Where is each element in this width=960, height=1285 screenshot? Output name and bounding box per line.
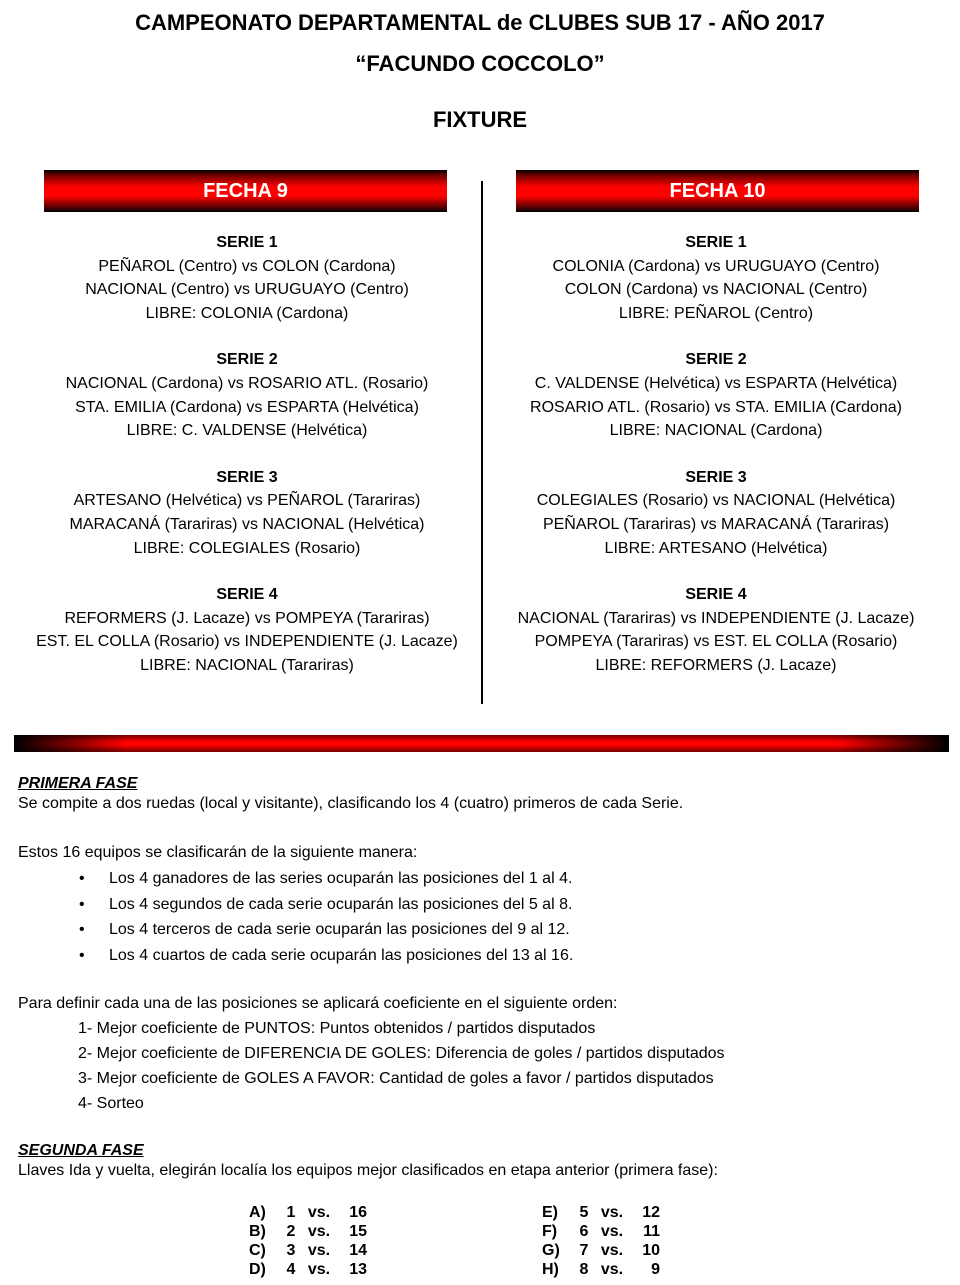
libre-line: LIBRE: ARTESANO (Helvética) <box>604 539 828 557</box>
serie-block <box>12 466 482 560</box>
clasificacion-list <box>75 866 573 968</box>
match-line: COLEGIALES (Rosario) vs NACIONAL (Helvética) <box>536 492 896 510</box>
list-item: • Los 4 cuartos de cada serie ocuparán las posiciones del 13 al 16. <box>75 943 573 969</box>
serie-block <box>12 348 482 442</box>
llave-row: G) 7 vs. 10 <box>542 1242 660 1259</box>
serie-title: SERIE 4 <box>216 586 278 604</box>
match-line: COLON (Cardona) vs NACIONAL (Centro) <box>564 281 868 299</box>
llave-row: E) 5 vs. 12 <box>542 1204 660 1221</box>
coeficiente-list <box>78 1016 725 1116</box>
serie-title: SERIE 2 <box>216 351 278 369</box>
list-item: • Los 4 ganadores de las series ocuparán las posiciones del 1 al 4. <box>75 866 573 892</box>
bullet-icon: • <box>79 870 85 887</box>
serie-block <box>12 231 482 325</box>
libre-line: LIBRE: COLEGIALES (Rosario) <box>133 539 361 557</box>
fecha-10-column <box>481 231 951 701</box>
match-line: PEÑAROL (Centro) vs COLON (Cardona) <box>98 257 396 275</box>
serie-block <box>481 466 951 560</box>
serie-title: SERIE 1 <box>216 234 278 251</box>
serie-block <box>481 583 951 677</box>
llave-row: F) 6 vs. 11 <box>542 1223 660 1240</box>
list-item: 3- Mejor coeficiente de GOLES A FAVOR: Cantidad de goles a favor / partidos disputados <box>78 1070 714 1087</box>
bullet-icon: • <box>79 946 85 964</box>
llaves-right <box>542 1203 660 1279</box>
match-line: C. VALDENSE (Helvética) vs ESPARTA (Helvética) <box>534 374 898 392</box>
match-line: STA. EMILIA (Cardona) vs ESPARTA (Helvética) <box>75 398 419 416</box>
segunda-fase-desc: Llaves Ida y vuelta, elegirán localía los equipos mejor clasificados en etapa anterior (primera fase): <box>18 1162 718 1179</box>
serie-title: SERIE 3 <box>685 468 747 486</box>
list-item: • Los 4 terceros de cada serie ocuparán las posiciones del 9 al 12. <box>75 917 573 943</box>
llave-row: B) 2 vs. 15 <box>249 1223 367 1240</box>
serie-block <box>481 231 951 325</box>
match-line: EST. EL COLLA (Rosario) vs INDEPENDIENTE (J. Lacaze) <box>36 633 458 651</box>
document-title: CAMPEONATO DEPARTAMENTAL de CLUBES SUB 17 - AÑO 2017 <box>135 10 825 35</box>
match-line: MARACANÁ (Tarariras) vs NACIONAL (Helvética) <box>69 515 425 533</box>
match-line: COLONIA (Cardona) vs URUGUAYO (Centro) <box>552 257 880 275</box>
tournament-name: “FACUNDO COCCOLO” <box>355 51 605 76</box>
section-divider-bar <box>14 735 949 752</box>
serie-block <box>12 583 482 677</box>
match-line: REFORMERS (J. Lacaze) vs POMPEYA (Tarariras) <box>64 609 430 627</box>
match-line: NACIONAL (Cardona) vs ROSARIO ATL. (Rosario) <box>65 374 429 392</box>
primera-fase-title: PRIMERA FASE <box>18 775 138 792</box>
libre-line: LIBRE: PEÑAROL (Centro) <box>618 304 814 322</box>
fecha-9-column <box>12 231 482 701</box>
llave-row: C) 3 vs. 14 <box>249 1242 367 1259</box>
llaves-left <box>249 1203 367 1279</box>
fixture-heading: FIXTURE <box>432 107 528 132</box>
match-line: ROSARIO ATL. (Rosario) vs STA. EMILIA (Cardona) <box>530 398 902 416</box>
primera-fase-desc: Se compite a dos ruedas (local y visitante), clasificando los 4 (cuatro) primeros de cada Serie. <box>18 795 684 812</box>
serie-title: SERIE 1 <box>685 234 747 251</box>
bullet-icon: • <box>79 921 85 939</box>
libre-line: LIBRE: NACIONAL (Tarariras) <box>140 656 354 674</box>
clasificacion-intro: Estos 16 equipos se clasificarán de la siguiente manera: <box>18 844 418 861</box>
match-line: POMPEYA (Tarariras) vs EST. EL COLLA (Rosario) <box>534 633 898 651</box>
llave-row: A) 1 vs. 16 <box>249 1204 367 1221</box>
list-item: 4- Sorteo <box>78 1095 144 1112</box>
libre-line: LIBRE: REFORMERS (J. Lacaze) <box>595 656 837 674</box>
serie-title: SERIE 4 <box>685 586 747 604</box>
list-item: 1- Mejor coeficiente de PUNTOS: Puntos obtenidos / partidos disputados <box>78 1020 596 1037</box>
libre-line: LIBRE: COLONIA (Cardona) <box>145 304 349 322</box>
coeficiente-intro: Para definir cada una de las posiciones se aplicará coeficiente en el siguiente orden: <box>18 995 618 1012</box>
segunda-fase-title: SEGUNDA FASE <box>18 1142 144 1159</box>
match-line: PEÑAROL (Tarariras) vs MARACANÁ (Tarariras) <box>542 515 890 533</box>
llave-row: D) 4 vs. 13 <box>249 1261 367 1278</box>
serie-title: SERIE 2 <box>685 351 747 369</box>
list-item: 2- Mejor coeficiente de DIFERENCIA DE GOLES: Diferencia de goles / partidos disputados <box>78 1045 725 1062</box>
libre-line: LIBRE: C. VALDENSE (Helvética) <box>126 422 368 440</box>
libre-line: LIBRE: NACIONAL (Cardona) <box>609 422 823 440</box>
fecha-9-header: FECHA 9 <box>44 170 447 212</box>
list-item: • Los 4 segundos de cada serie ocuparán las posiciones del 5 al 8. <box>75 892 573 918</box>
match-line: ARTESANO (Helvética) vs PEÑAROL (Tarariras) <box>73 492 421 510</box>
match-line: NACIONAL (Tarariras) vs INDEPENDIENTE (J. Lacaze) <box>517 609 915 627</box>
bullet-icon: • <box>79 895 85 913</box>
serie-block <box>481 348 951 442</box>
fecha-10-header: FECHA 10 <box>516 170 919 212</box>
match-line: NACIONAL (Centro) vs URUGUAYO (Centro) <box>85 281 409 299</box>
llave-row: H) 8 vs. 9 <box>542 1261 660 1278</box>
serie-title: SERIE 3 <box>216 468 278 486</box>
